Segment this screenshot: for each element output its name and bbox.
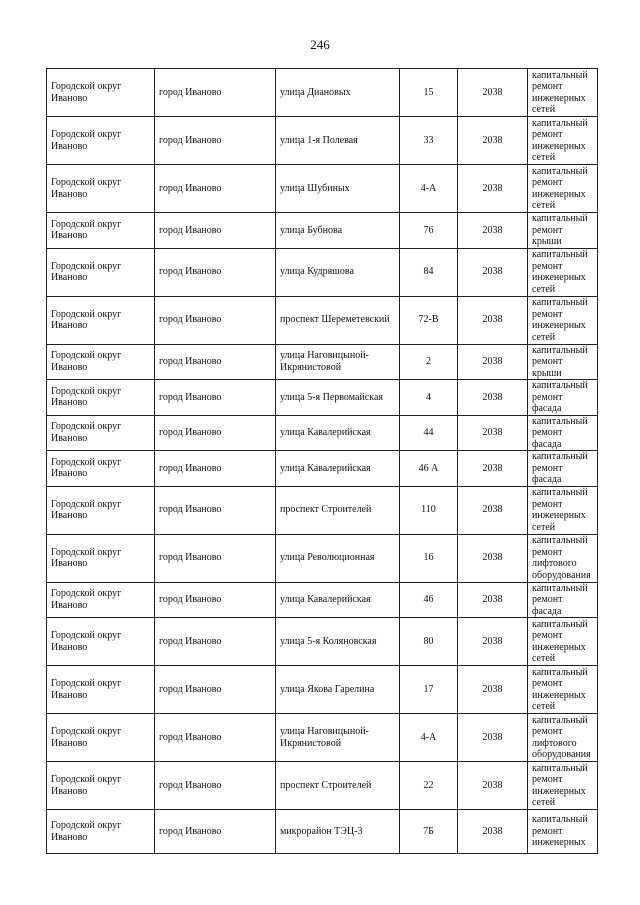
street-cell: проспект Строителей — [276, 486, 400, 534]
house-number-cell: 46 А — [400, 451, 458, 487]
repair-year-cell: 2038 — [458, 451, 528, 487]
housing-repair-table — [46, 68, 598, 854]
district-cell: Городской округ Иваново — [47, 69, 155, 117]
table-row — [47, 248, 598, 296]
district-cell: Городской округ Иваново — [47, 618, 155, 666]
city-cell: город Иваново — [155, 714, 276, 762]
street-cell: проспект Строителей — [276, 762, 400, 810]
city-cell: город Иваново — [155, 344, 276, 380]
district-cell: Городской округ Иваново — [47, 165, 155, 213]
repair-year-cell: 2038 — [458, 69, 528, 117]
table-row — [47, 451, 598, 487]
repair-year-cell: 2038 — [458, 248, 528, 296]
table-row — [47, 810, 598, 854]
street-cell: улица Кавалерийская — [276, 451, 400, 487]
district-cell: Городской округ Иваново — [47, 296, 155, 344]
district-cell: Городской округ Иваново — [47, 714, 155, 762]
city-cell: город Иваново — [155, 69, 276, 117]
repair-year-cell: 2038 — [458, 582, 528, 618]
city-cell: город Иваново — [155, 618, 276, 666]
house-number-cell: 110 — [400, 486, 458, 534]
table-row — [47, 344, 598, 380]
city-cell: город Иваново — [155, 380, 276, 416]
street-cell: улица Кавалерийская — [276, 415, 400, 451]
repair-year-cell: 2038 — [458, 810, 528, 854]
district-cell: Городской округ Иваново — [47, 486, 155, 534]
work-type-cell: капитальный ремонт лифтового оборудования — [528, 534, 598, 582]
work-type-cell: капитальный ремонт фасада — [528, 451, 598, 487]
house-number-cell: 16 — [400, 534, 458, 582]
city-cell: город Иваново — [155, 810, 276, 854]
district-cell: Городской округ Иваново — [47, 248, 155, 296]
work-type-cell: капитальный ремонт инженерных — [528, 810, 598, 854]
repair-year-cell: 2038 — [458, 296, 528, 344]
table-row — [47, 666, 598, 714]
work-type-cell: капитальный ремонт инженерных сетей — [528, 248, 598, 296]
street-cell: улица Революционная — [276, 534, 400, 582]
work-type-cell: капитальный ремонт инженерных сетей — [528, 666, 598, 714]
work-type-cell: капитальный ремонт крыши — [528, 213, 598, 249]
repair-year-cell: 2038 — [458, 762, 528, 810]
street-cell: улица Кудряшова — [276, 248, 400, 296]
street-cell: микрорайон ТЭЦ-3 — [276, 810, 400, 854]
table-body — [47, 69, 598, 854]
repair-year-cell: 2038 — [458, 486, 528, 534]
house-number-cell: 72-В — [400, 296, 458, 344]
house-number-cell: 44 — [400, 415, 458, 451]
table-row — [47, 213, 598, 249]
house-number-cell: 76 — [400, 213, 458, 249]
house-number-cell: 22 — [400, 762, 458, 810]
district-cell: Городской округ Иваново — [47, 666, 155, 714]
work-type-cell: капитальный ремонт инженерных сетей — [528, 762, 598, 810]
house-number-cell: 2 — [400, 344, 458, 380]
house-number-cell: 33 — [400, 117, 458, 165]
table-row — [47, 762, 598, 810]
table-row — [47, 714, 598, 762]
house-number-cell: 15 — [400, 69, 458, 117]
street-cell: улица Диановых — [276, 69, 400, 117]
district-cell: Городской округ Иваново — [47, 344, 155, 380]
table-row — [47, 380, 598, 416]
city-cell: город Иваново — [155, 451, 276, 487]
table-row — [47, 117, 598, 165]
repair-year-cell: 2038 — [458, 714, 528, 762]
street-cell: улица 5-я Коляновская — [276, 618, 400, 666]
city-cell: город Иваново — [155, 165, 276, 213]
street-cell: улица Шубиных — [276, 165, 400, 213]
house-number-cell: 7Б — [400, 810, 458, 854]
district-cell: Городской округ Иваново — [47, 213, 155, 249]
district-cell: Городской округ Иваново — [47, 380, 155, 416]
house-number-cell: 4 — [400, 380, 458, 416]
house-number-cell: 80 — [400, 618, 458, 666]
table-row — [47, 582, 598, 618]
house-number-cell: 4-А — [400, 165, 458, 213]
street-cell: проспект Шереметевский — [276, 296, 400, 344]
work-type-cell: капитальный ремонт инженерных сетей — [528, 486, 598, 534]
repair-year-cell: 2038 — [458, 117, 528, 165]
table-row — [47, 415, 598, 451]
table-row — [47, 618, 598, 666]
street-cell: улица Якова Гарелина — [276, 666, 400, 714]
city-cell: город Иваново — [155, 117, 276, 165]
repair-year-cell: 2038 — [458, 344, 528, 380]
table-row — [47, 534, 598, 582]
city-cell: город Иваново — [155, 248, 276, 296]
table-row — [47, 296, 598, 344]
house-number-cell: 84 — [400, 248, 458, 296]
repair-year-cell: 2038 — [458, 666, 528, 714]
city-cell: город Иваново — [155, 582, 276, 618]
city-cell: город Иваново — [155, 534, 276, 582]
table-row — [47, 69, 598, 117]
house-number-cell: 4-А — [400, 714, 458, 762]
district-cell: Городской округ Иваново — [47, 534, 155, 582]
repair-year-cell: 2038 — [458, 165, 528, 213]
street-cell: улица Бубнова — [276, 213, 400, 249]
repair-year-cell: 2038 — [458, 213, 528, 249]
repair-year-cell: 2038 — [458, 534, 528, 582]
house-number-cell: 17 — [400, 666, 458, 714]
table-row — [47, 486, 598, 534]
work-type-cell: капитальный ремонт инженерных сетей — [528, 296, 598, 344]
page-number: 246 — [310, 37, 330, 52]
work-type-cell: капитальный ремонт лифтового оборудования — [528, 714, 598, 762]
district-cell: Городской округ Иваново — [47, 810, 155, 854]
district-cell: Городской округ Иваново — [47, 582, 155, 618]
repair-year-cell: 2038 — [458, 415, 528, 451]
work-type-cell: капитальный ремонт фасада — [528, 582, 598, 618]
district-cell: Городской округ Иваново — [47, 451, 155, 487]
city-cell: город Иваново — [155, 666, 276, 714]
city-cell: город Иваново — [155, 213, 276, 249]
house-number-cell: 46 — [400, 582, 458, 618]
table-row — [47, 165, 598, 213]
work-type-cell: капитальный ремонт инженерных сетей — [528, 117, 598, 165]
work-type-cell: капитальный ремонт инженерных сетей — [528, 69, 598, 117]
work-type-cell: капитальный ремонт крыши — [528, 344, 598, 380]
street-cell: улица Наговицыной-Икрянистовой — [276, 714, 400, 762]
street-cell: улица 5-я Первомайская — [276, 380, 400, 416]
city-cell: город Иваново — [155, 296, 276, 344]
work-type-cell: капитальный ремонт инженерных сетей — [528, 165, 598, 213]
district-cell: Городской округ Иваново — [47, 415, 155, 451]
city-cell: город Иваново — [155, 415, 276, 451]
district-cell: Городской округ Иваново — [47, 117, 155, 165]
work-type-cell: капитальный ремонт инженерных сетей — [528, 618, 598, 666]
city-cell: город Иваново — [155, 486, 276, 534]
street-cell: улица Кавалерийская — [276, 582, 400, 618]
repair-year-cell: 2038 — [458, 380, 528, 416]
street-cell: улица Наговицыной-Икрянистовой — [276, 344, 400, 380]
district-cell: Городской округ Иваново — [47, 762, 155, 810]
work-type-cell: капитальный ремонт фасада — [528, 415, 598, 451]
work-type-cell: капитальный ремонт фасада — [528, 380, 598, 416]
city-cell: город Иваново — [155, 762, 276, 810]
repair-year-cell: 2038 — [458, 618, 528, 666]
street-cell: улица 1-я Полевая — [276, 117, 400, 165]
